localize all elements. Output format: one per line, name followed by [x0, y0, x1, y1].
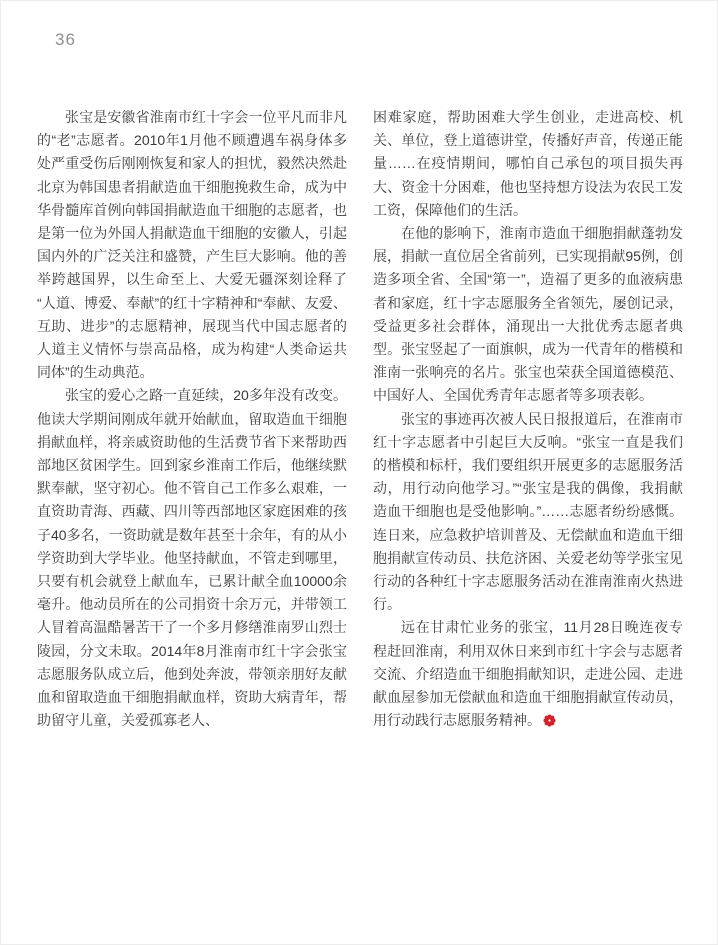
paragraph: 困难家庭，帮助困难大学生创业，走进高校、机关、单位，登上道德讲堂，传播好声音，传递正能量……在疫情期间，哪怕自己承包的项目损失再大、资金十分困难，他也坚持想方设法为农民工发工资，保障他们的生活。 [373, 109, 683, 218]
page-number: 36 [55, 30, 76, 49]
end-of-article-flower-icon [543, 714, 556, 727]
text-column-right [373, 106, 683, 732]
paragraph: 张宝是安徽省淮南市红十字会一位平凡而非凡的“老”志愿者。2010年1月他不顾遭遇车祸身体多处严重受伤后刚刚恢复和家人的担忧，毅然决然赴北京为韩国患者捐献造血干细胞挽救生命，成为中华骨髓库首例向韩国捐献造血干细胞的志愿者，也是第一位为外国人捐献造血干细胞的安徽人，引起国内外的广泛关注和盛赞，产生巨大影响。他的善举跨越国界，以生命至上、大爱无疆深刻诠释了“人道、博爱、奉献”的红十字精神和“奉献、友爱、互助、进步”的志愿精神，展现当代中国志愿者的人道主义情怀与崇高品格，成为构建“人类命运共同体”的生动典范。 [37, 109, 347, 381]
paragraph: 张宝的爱心之路一直延续，20多年没有改变。他读大学期间刚成年就开始献血，留取造血干细胞捐献血样，将亲戚资助他的生活费节省下来帮助西部地区贫困学生。回到家乡淮南工作后，他继续默默奉献，坚守初心。他不管自己工作多么艰难，一直资助青海、西藏、四川等西部地区家庭困难的孩子40多名，一资助就是数年甚至十余年，有的从小学资助到大学毕业。他坚持献血，不管走到哪里，只要有机会就登上献血车，已累计献全血10000余毫升。他动员所在的公司捐资十余万元，并带领工人冒着高温酷暑苦干了一个多月修缮淮南罗山烈士陵园，分文未取。2014年8月淮南市红十字会张宝志愿服务队成立后，他到处奔波，带领亲朋好友献血和留取造血干细胞捐献血样，资助大病青年，帮助留守儿童，关爱孤寡老人、 [37, 387, 347, 729]
paragraph: 张宝的事迹再次被人民日报报道后，在淮南市红十字志愿者中引起巨大反响。“张宝一直是我们的楷模和标杆，我们要组织开展更多的志愿服务活动，用行动向他学习。”“张宝是我的偶像，我捐献造血干细胞也是受他影响。”……志愿者纷纷感慨。连日来，应急救护培训普及、无偿献血和造血干细胞捐献宣传动员、扶危济困、关爱老幼等学张宝见行动的各种红十字志愿服务活动在淮南淮南火热进行。 [373, 410, 683, 613]
paragraph: 远在甘肃忙业务的张宝，11月28日晚连夜专程赶回淮南，利用双休日来到市红十字会与志愿者交流、介绍造血干细胞捐献知识，走进公园、走进献血屋参加无偿献血和造血干细胞捐献宣传动员，用行动践行志愿服务精神。 [373, 619, 683, 729]
paragraph: 在他的影响下，淮南市造血干细胞捐献蓬勃发展，捐献一直位居全省前列，已实现捐献95例，创造多项全省、全国“第一”，造福了更多的血液病患者和家庭，红十字志愿服务全省领先，屡创记录，受益更多社会群体，涌现出一大批优秀志愿者典型。张宝竖起了一面旗帜，成为一代青年的楷模和淮南一张响亮的名片。张宝也荣获全国道德模范、中国好人、全国优秀青年志愿者等多项表彰。 [373, 225, 683, 404]
text-column-left [37, 106, 347, 732]
article-columns [37, 106, 682, 732]
